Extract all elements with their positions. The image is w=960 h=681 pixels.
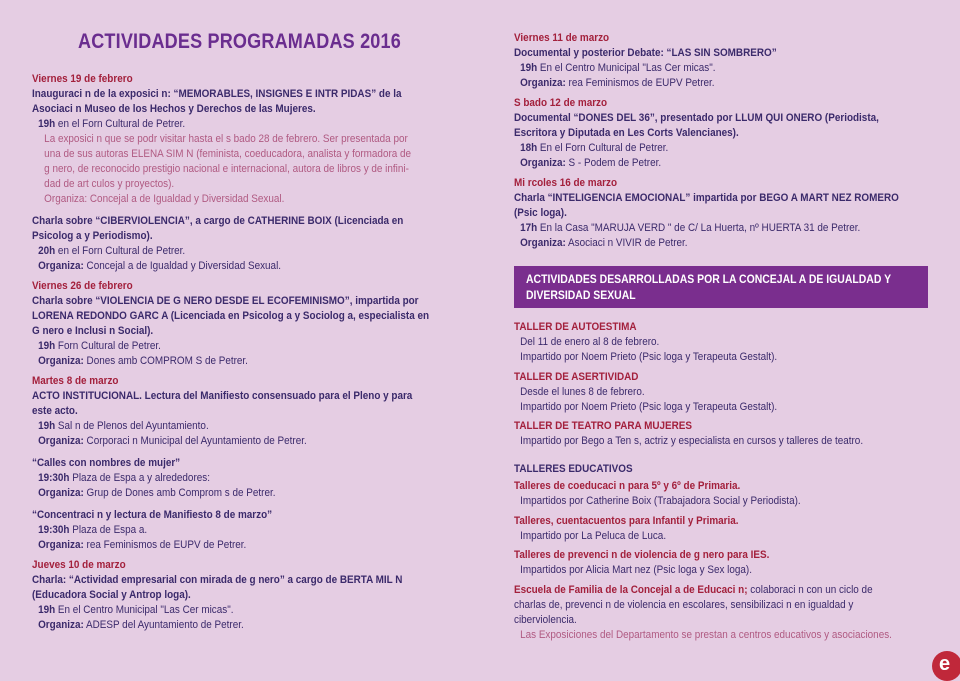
workshop-title: Talleres de coeducaci n para 5º y 6º de Primaria. bbox=[514, 480, 741, 492]
footer-note: Las Exposiciones del Departamento se prestan a centros educativos y asociaciones. bbox=[520, 629, 892, 641]
event-title: “Concentraci n y lectura de Manifiesto 8 de marzo” bbox=[32, 509, 273, 521]
page-title: ACTIVIDADES PROGRAMADAS 2016 bbox=[78, 30, 401, 53]
workshop-detail: ciberviolencia. bbox=[514, 614, 577, 626]
event-time-place: 19h En el Centro Municipal "Las Cer micas". bbox=[38, 604, 234, 616]
workshop-title: TALLER DE ASERTIVIDAD bbox=[514, 371, 639, 383]
workshop-title: Talleres de prevenci n de violencia de g nero para IES. bbox=[514, 549, 770, 561]
event-description: una de sus autoras ELENA SIM N (feminista, coeducadora, analista y formadora de bbox=[44, 148, 412, 160]
event-title: Psicolog a y Periodismo). bbox=[32, 230, 153, 242]
event-organizer: Organiza: Dones amb COMPROM S de Petrer. bbox=[38, 355, 248, 367]
event-title: LORENA REDONDO GARC A (Licenciada en Psicolog a y Sociolog a, especialista en bbox=[32, 310, 430, 322]
event-organizer: Organiza: Corporaci n Municipal del Ayuntamiento de Petrer. bbox=[38, 435, 307, 447]
banner-title: DIVERSIDAD SEXUAL bbox=[526, 288, 636, 302]
event-title: Documental “DONES DEL 36”, presentado por LLUM QUI ONERO (Periodista, bbox=[514, 112, 879, 124]
section-banner bbox=[514, 266, 928, 308]
workshop-detail: Escuela de Familia de la Concejal a de Educaci n; colaboraci n con un ciclo de bbox=[514, 584, 873, 596]
event-date: Mi rcoles 16 de marzo bbox=[514, 177, 617, 189]
workshop-title: TALLER DE TEATRO PARA MUJERES bbox=[514, 420, 693, 432]
workshop-detail: Impartidos por Catherine Boix (Trabajadora Social y Periodista). bbox=[520, 495, 801, 507]
section-title: TALLERES EDUCATIVOS bbox=[514, 463, 633, 475]
event-title: Asociaci n Museo de los Hechos y Derechos de las Mujeres. bbox=[32, 103, 316, 115]
event-description: dad de art culos y proyectos). bbox=[44, 178, 175, 190]
event-time-place: 19h Sal n de Plenos del Ayuntamiento. bbox=[38, 420, 209, 432]
event-time-place: 18h En el Forn Cultural de Petrer. bbox=[520, 142, 669, 154]
event-title: Charla sobre “VIOLENCIA DE G NERO DESDE EL ECOFEMINISMO”, impartida por bbox=[32, 295, 419, 307]
brand-logo: e bbox=[932, 651, 960, 681]
event-description: g nero, de reconocido prestigio nacional e internacional, autora de libros y de infini- bbox=[44, 163, 409, 175]
event-date: Jueves 10 de marzo bbox=[32, 559, 126, 571]
event-organizer: Organiza: Grup de Dones amb Comprom s de Petrer. bbox=[38, 487, 276, 499]
event-title: (Educadora Social y Antrop loga). bbox=[32, 589, 191, 601]
workshop-detail: Impartido por La Peluca de Luca. bbox=[520, 530, 667, 542]
event-time-place: 19h en el Forn Cultural de Petrer. bbox=[38, 118, 186, 130]
event-date: Viernes 11 de marzo bbox=[514, 32, 610, 44]
workshop-title: TALLER DE AUTOESTIMA bbox=[514, 321, 637, 333]
event-organizer: Organiza: S - Podem de Petrer. bbox=[520, 157, 662, 169]
event-date: Viernes 19 de febrero bbox=[32, 73, 133, 85]
event-title: Charla: “Actividad empresarial con mirada de g nero” a cargo de BERTA MIL N bbox=[32, 574, 403, 586]
event-time-place: 19:30h Plaza de Espa a. bbox=[38, 524, 148, 536]
event-description: La exposici n que se podr visitar hasta el s bado 28 de febrero. Ser presentada por bbox=[44, 133, 408, 145]
event-title: “Calles con nombres de mujer” bbox=[32, 457, 181, 469]
workshop-detail: Impartido por Bego a Ten s, actriz y especialista en cursos y talleres de teatro. bbox=[520, 435, 864, 447]
event-time-place: 20h en el Forn Cultural de Petrer. bbox=[38, 245, 186, 257]
event-date: Viernes 26 de febrero bbox=[32, 280, 133, 292]
event-organizer: Organiza: Concejal a de Igualdad y Diversidad Sexual. bbox=[38, 260, 282, 272]
event-title: este acto. bbox=[32, 405, 78, 417]
event-title: Inauguraci n de la exposici n: “MEMORABLES, INSIGNES E INTR PIDAS” de la bbox=[32, 88, 402, 100]
event-organizer: Organiza: Concejal a de Igualdad y Diversidad Sexual. bbox=[44, 193, 285, 205]
workshop-title: Talleres, cuentacuentos para Infantil y Primaria. bbox=[514, 515, 739, 527]
event-organizer: Organiza: ADESP del Ayuntamiento de Petrer. bbox=[38, 619, 244, 631]
workshop-detail: Del 11 de enero al 8 de febrero. bbox=[520, 336, 660, 348]
event-time-place: 17h En la Casa "MARUJA VERD " de C/ La Huerta, nº HUERTA 31 de Petrer. bbox=[520, 222, 861, 234]
banner-title: ACTIVIDADES DESARROLLADAS POR LA CONCEJAL A DE IGUALDAD Y bbox=[526, 272, 892, 286]
event-organizer: Organiza: rea Feminismos de EUPV Petrer. bbox=[520, 77, 715, 89]
workshop-detail: Impartido por Noem Prieto (Psic loga y Terapeuta Gestalt). bbox=[520, 351, 778, 363]
event-organizer: Organiza: rea Feminismos de EUPV de Petrer. bbox=[38, 539, 247, 551]
workshop-detail: charlas de, prevenci n de violencia en escolares, sensibilizaci n en igualdad y bbox=[514, 599, 854, 611]
event-title: (Psic loga). bbox=[514, 207, 567, 219]
event-title: ACTO INSTITUCIONAL. Lectura del Manifiesto consensuado para el Pleno y para bbox=[32, 390, 413, 402]
event-date: S bado 12 de marzo bbox=[514, 97, 608, 109]
event-time-place: 19:30h Plaza de Espa a y alrededores: bbox=[38, 472, 210, 484]
workshop-detail: Desde el lunes 8 de febrero. bbox=[520, 386, 645, 398]
event-title: Documental y posterior Debate: “LAS SIN SOMBRERO” bbox=[514, 47, 777, 59]
event-title: Charla sobre “CIBERVIOLENCIA”, a cargo de CATHERINE BOIX (Licenciada en bbox=[32, 215, 404, 227]
event-title: Escritora y Diputada en Les Corts Valencianes). bbox=[514, 127, 739, 139]
workshop-detail: Impartido por Noem Prieto (Psic loga y Terapeuta Gestalt). bbox=[520, 401, 778, 413]
event-title: G nero e Inclusi n Social). bbox=[32, 325, 154, 337]
event-time-place: 19h Forn Cultural de Petrer. bbox=[38, 340, 161, 352]
event-date: Martes 8 de marzo bbox=[32, 375, 119, 387]
event-organizer: Organiza: Asociaci n VIVIR de Petrer. bbox=[520, 237, 688, 249]
event-time-place: 19h En el Centro Municipal "Las Cer micas". bbox=[520, 62, 716, 74]
event-title: Charla “INTELIGENCIA EMOCIONAL” impartida por BEGO A MART NEZ ROMERO bbox=[514, 192, 899, 204]
workshop-detail: Impartidos por Alicia Mart nez (Psic loga y Sex loga). bbox=[520, 564, 752, 576]
